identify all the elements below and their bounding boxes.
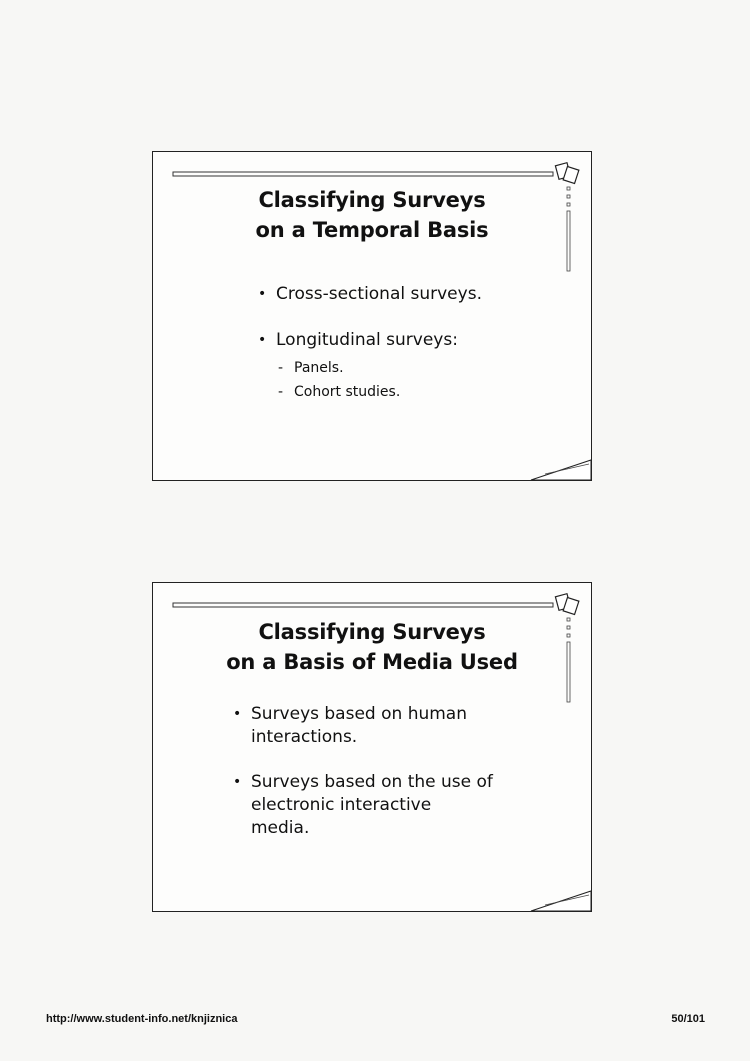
- bullet-text-line: • Surveys based on the use of: [251, 772, 493, 792]
- bullet-item: [258, 329, 578, 404]
- bullet-text: Cross-sectional surveys.: [276, 284, 482, 304]
- bullet-item: [233, 703, 553, 749]
- paper-icon: [555, 594, 578, 615]
- page-curl-corner: [531, 891, 591, 911]
- title-line: Classifying Surveys: [258, 188, 486, 212]
- bullet-text: Longitudinal surveys:: [276, 330, 458, 350]
- title-line: Classifying Surveys: [258, 620, 486, 644]
- bullet-item: [258, 283, 578, 306]
- footer-page-number: 50/101: [671, 1013, 705, 1025]
- page-curl-corner: [531, 460, 591, 480]
- slide-media-basis: [152, 582, 592, 912]
- slide-title: [173, 617, 571, 677]
- bullet-item: [233, 771, 553, 840]
- slide-temporal-basis: [152, 151, 592, 481]
- bullet-text-line: media.: [251, 818, 310, 838]
- sub-item: - Cohort studies.: [278, 380, 578, 404]
- title-line: on a Basis of Media Used: [226, 650, 518, 674]
- bullet-list: [233, 703, 553, 840]
- bullet-list: [258, 283, 578, 404]
- slide-title: [173, 185, 571, 245]
- paper-icon: [555, 163, 578, 184]
- footer-url: http://www.student-info.net/knjiznica: [46, 1013, 238, 1025]
- bullet-text-line: interactions.: [251, 727, 358, 747]
- bullet-text-line: electronic interactive: [251, 795, 432, 815]
- sub-item: - Panels.: [278, 356, 578, 380]
- title-line: on a Temporal Basis: [255, 218, 489, 242]
- sub-list: [276, 356, 578, 404]
- bullet-text-line: • Surveys based on human: [251, 704, 467, 724]
